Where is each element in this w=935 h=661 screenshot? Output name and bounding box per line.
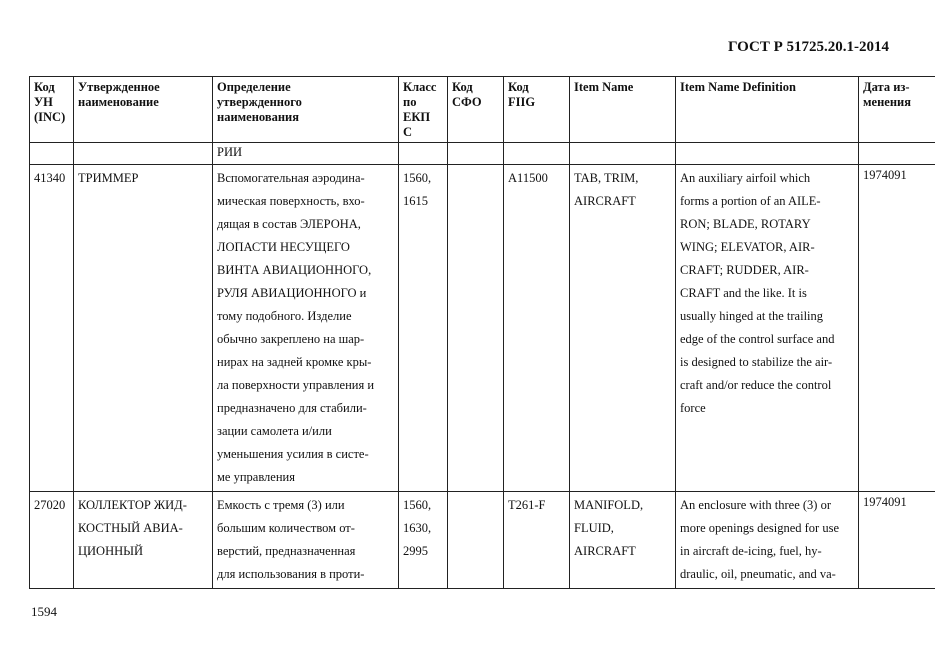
cell-sfo xyxy=(448,165,504,492)
cont-code xyxy=(30,143,74,165)
cell-name: КОЛЛЕКТОР ЖИД- КОСТНЫЙ АВИА- ЦИОННЫЙ xyxy=(74,492,213,589)
cont-definition: РИИ xyxy=(213,143,399,165)
table-header-row xyxy=(30,77,935,143)
cell-definition: Вспомогательная аэродина- мическая поверхность, вхо- дящая в состав ЭЛЕРОНА, ЛОПАСТИ НЕСУЩЕГО ВИНТА АВИАЦИОННОГО, РУЛЯ АВИАЦИОННОГО и тому подобного. Изделие обычно закреплено на шар- нирах на задней кромке кры- ла поверхности управления и предназначено для стабили- зации самолета и/или уменьшения усилия в систе- ме управления xyxy=(213,165,399,492)
cell-class: 1560, 1615 xyxy=(399,165,448,492)
col-header-code: Код УН (INC) xyxy=(30,77,74,143)
page-number: 1594 xyxy=(31,604,57,619)
cell-item-name: MANIFOLD, FLUID, AIRCRAFT xyxy=(570,492,676,589)
table-row xyxy=(30,165,935,492)
cont-sfo xyxy=(448,143,504,165)
cell-item-definition: An enclosure with three (3) or more openings designed for use in aircraft de-icing, fuel, hy- draulic, oil, pneumatic, and va- xyxy=(676,492,859,589)
cell-date: 1974091 xyxy=(859,165,935,492)
table-row xyxy=(30,492,935,589)
cell-class: 1560, 1630, 2995 xyxy=(399,492,448,589)
col-header-definition: Определение утвержденного наименования xyxy=(213,77,399,143)
cont-name xyxy=(74,143,213,165)
standard-number: ГОСТ Р 51725.20.1-2014 xyxy=(727,39,889,55)
col-header-sfo: Код СФО xyxy=(448,77,504,143)
col-header-fiig: Код FIIG xyxy=(504,77,570,143)
col-header-date: Дата из- менения xyxy=(859,77,935,143)
cell-code: 27020 xyxy=(30,492,74,589)
col-header-item-name: Item Name xyxy=(570,77,676,143)
col-header-name: Утвержденное наименование xyxy=(74,77,213,143)
cont-fiig xyxy=(504,143,570,165)
cont-item-definition xyxy=(676,143,859,165)
continuation-row xyxy=(30,143,935,165)
cell-item-definition: An auxiliary airfoil which forms a portion of an AILE- RON; BLADE, ROTARY WING; ELEVATOR, AIR- CRAFT; RUDDER, AIR- CRAFT and the like. It is usually hinged at the trailing edge of the control surface and is designed to stabilize the air- craft and/or reduce the control force xyxy=(676,165,859,492)
cell-fiig: T261-F xyxy=(504,492,570,589)
cell-date: 1974091 xyxy=(859,492,935,589)
cell-code: 41340 xyxy=(30,165,74,492)
cell-fiig: A11500 xyxy=(504,165,570,492)
catalog-table xyxy=(29,76,935,589)
cell-item-name: TAB, TRIM, AIRCRAFT xyxy=(570,165,676,492)
col-header-item-definition: Item Name Definition xyxy=(676,77,859,143)
cell-sfo xyxy=(448,492,504,589)
cell-name: ТРИММЕР xyxy=(74,165,213,492)
cont-date xyxy=(859,143,935,165)
cont-item-name xyxy=(570,143,676,165)
cell-definition: Емкость с тремя (3) или большим количеством от- верстий, предназначенная для использования в проти- xyxy=(213,492,399,589)
cont-class xyxy=(399,143,448,165)
col-header-class: Класс по ЕКП С xyxy=(399,77,448,143)
